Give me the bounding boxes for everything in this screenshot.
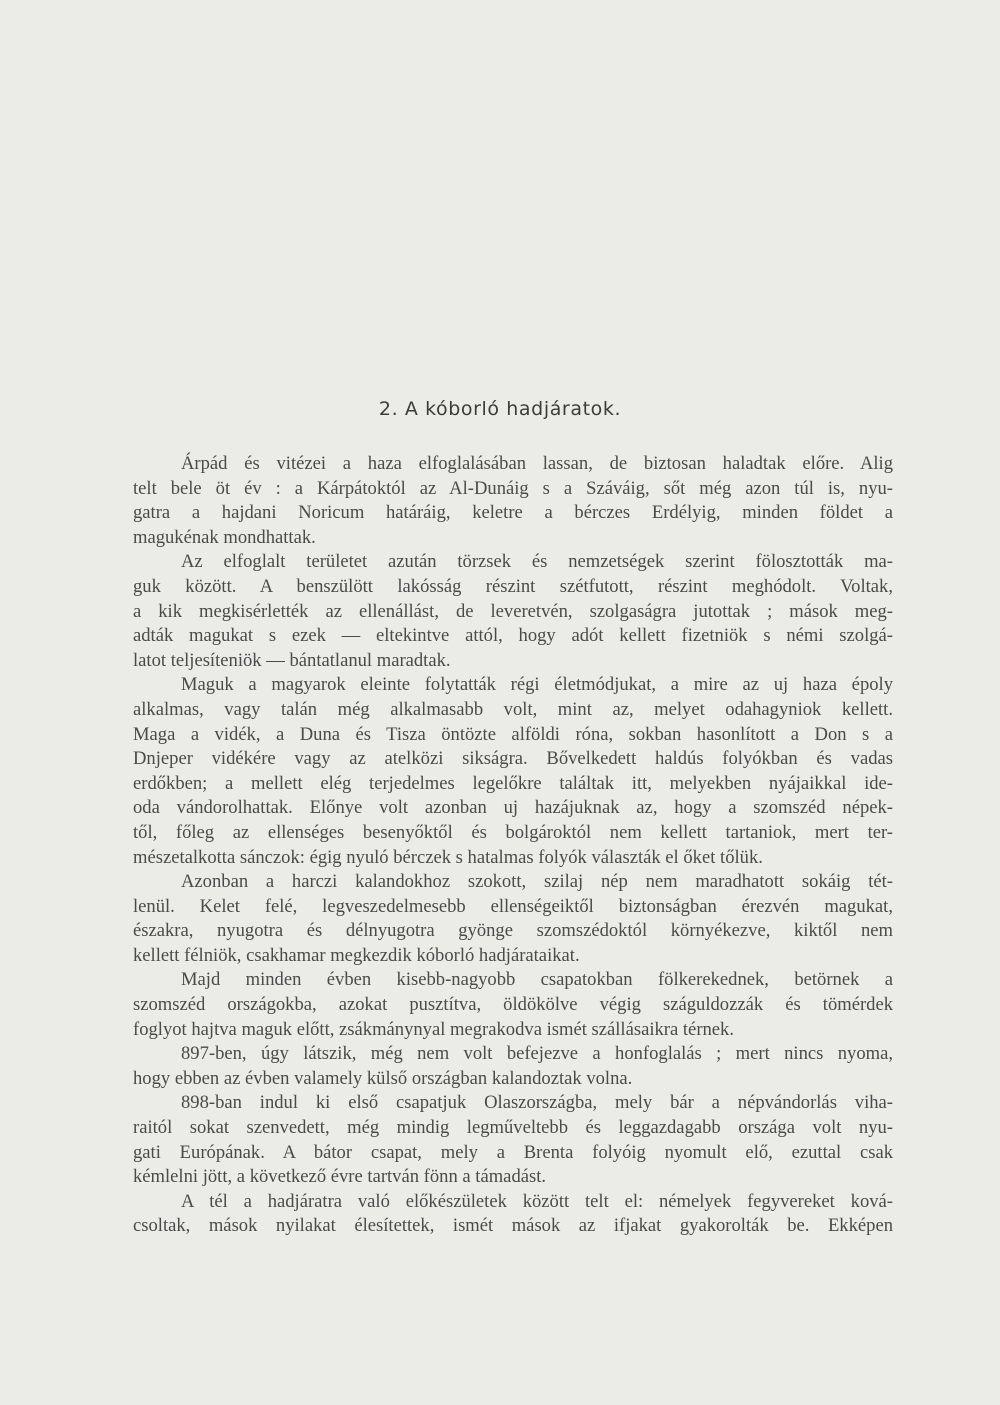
text-line: Árpád és vitézei a haza elfoglalásában lassan, de biztosan haladtak előre. Alig xyxy=(181,453,893,474)
text-line: csoltak, mások nyilakat élesítettek, ismét mások az ifjakat gyakorolták be. Ekképen xyxy=(133,1215,893,1237)
text-line: Majd minden évben kisebb-nagyobb csapatokban fölkerekednek, betörnek a xyxy=(181,969,893,991)
text-line: Azonban a harczi kalandokhoz szokott, szilaj nép nem maradhatott sokáig tét- xyxy=(181,871,893,893)
text-line: adták magukat s ezek — eltekintve attól, hogy adót kellett fizetniök s némi szolgá- xyxy=(133,625,893,647)
text-line: latot teljesíteniök — bántatlanul maradtak. xyxy=(133,649,451,671)
body-text xyxy=(133,452,893,1239)
text-line: Dnjeper vidékére vagy az atelközi sikságra. Bővelkedett haldús folyókban és vadas xyxy=(133,748,893,770)
text-line: szomszéd országokba, azokat pusztítva, öldökölve végig száguldozzák és tömérdek xyxy=(133,994,893,1016)
text-line: északra, nyugotra és délnyugotra gyönge szomszédoktól környékezve, kiktől nem xyxy=(133,920,893,942)
text-line: guk között. A benszülött lakósság részint szétfutott, részint meghódolt. Voltak, xyxy=(133,575,893,597)
text-line: magukénak mondhattak. xyxy=(133,526,316,548)
text-line: 897-ben, úgy látszik, még nem volt befejezve a honfoglalás ; mert nincs nyoma, xyxy=(181,1043,893,1065)
chapter-title: 2. A kóborló hadjáratok. xyxy=(378,398,622,420)
text-line: kellett félniök, csakhamar megkezdik kóborló hadjárataikat. xyxy=(133,944,580,966)
text-line: hogy ebben az évben valamely külső országban kalandoztak volna. xyxy=(133,1067,633,1089)
text-line: Az elfoglalt területet azután törzsek és nemzetségek szerint fölosztották ma- xyxy=(181,551,893,573)
text-line: Maguk a magyarok eleinte folytatták régi életmódjukat, a mire az uj haza époly xyxy=(181,674,893,696)
text-line: foglyot hajtva maguk előtt, zsákmánynyal megrakodva ismét szállásaikra térnek. xyxy=(133,1018,735,1040)
text-line: a kik megkisérlették az ellenállást, de leveretvén, szolgaságra jutottak ; mások meg- xyxy=(133,600,893,622)
text-line: raitól sokat szenvedett, még mindig legműveltebb és leggazdagabb országa volt nyu- xyxy=(133,1117,893,1139)
text-line: A tél a hadjáratra való előkészületek között telt el: némelyek fegyvereket ková- xyxy=(181,1190,893,1212)
text-line: kémlelni jött, a következő évre tartván fönn a támadást. xyxy=(133,1166,547,1188)
text-line: oda vándorolhattak. Előnye volt azonban uj hazájuknak az, hogy a szomszéd népek- xyxy=(133,797,893,819)
text-line: erdőkben; a mellett elég terjedelmes legelőkre találtak itt, melyekben nyájaikkal ide- xyxy=(133,772,893,794)
text-line: telt bele öt év : a Kárpátoktól az Al-Dunáig s a Száváig, sőt még azon túl is, nyu- xyxy=(133,477,893,499)
text-line: gatra a hajdani Noricum határáig, keletre a bérczes Erdélyig, minden földet a xyxy=(133,502,893,524)
text-line: 898-ban indul ki első csapatjuk Olaszországba, mely bár a népvándorlás viha- xyxy=(181,1092,893,1114)
text-line: mészetalkotta sánczok: égig nyuló bérczek s hatalmas folyók választák el őket tőlük. xyxy=(133,846,763,868)
text-line: Maga a vidék, a Duna és Tisza öntözte alföldi róna, sokban hasonlított a Don s a xyxy=(133,723,893,745)
text-line: lenül. Kelet felé, legveszedelmesebb ellenségeiktől biztonságban érezvén magukat, xyxy=(133,895,893,917)
text-line: gati Európának. A bátor csapat, mely a Brenta folyóig nyomult elő, ezuttal csak xyxy=(133,1141,893,1163)
text-line: től, főleg az ellenséges besenyőktől és bolgároktól nem kellett tartaniok, mert ter- xyxy=(133,821,893,843)
text-line: alkalmas, vagy talán még alkalmasabb volt, mint az, melyet odahagyniok kellett. xyxy=(133,698,893,720)
